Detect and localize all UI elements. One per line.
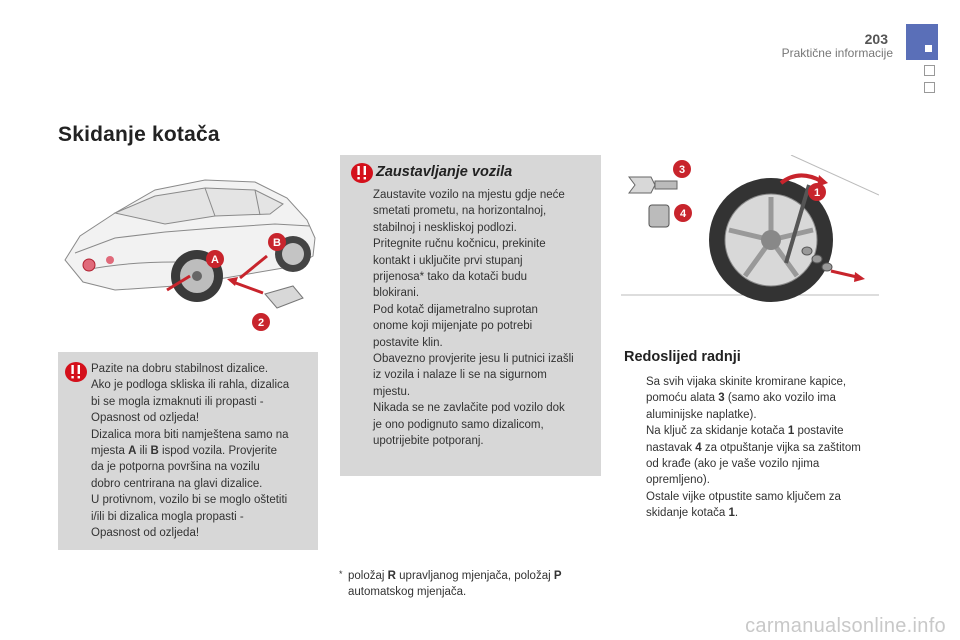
label-3: 3: [678, 164, 686, 176]
procedure-title: Redoslijed radnji: [624, 349, 741, 365]
footnote: * položaj R upravljanog mjenjača, položaj P automatskog mjenjača.: [339, 569, 562, 598]
warning-heading: Zaustavljanje vozila: [376, 164, 513, 180]
procedure-steps: [624, 374, 882, 522]
warning-text: Pazite na dobru stabilnost dizalice. Ako je podloga skliska ili rahla, dizalica bi se mogla izmaknuti ili propasti - Opasnost od ozljeda! Dizalica mora biti namještena samo na mjesta A ili B ispod vozila. Provjerite da je potporna površina na vozilu dobro centrirana na glavi dizalice. U protivnom, vozilo bi se moglo oštetiti i/ili bi dizalica mogla propasti - Opasnost od ozljeda!: [91, 363, 290, 540]
jack-stability-warning: [58, 352, 318, 550]
list-item: Sa svih vijaka skinite kromirane kapice, pomoću alata 3 (samo ako vozilo ima aluminijske naplatke).: [646, 376, 847, 421]
warning-text: Zaustavite vozilo na mjestu gdje neće smetati prometu, na horizontalnoj, stabilnoj i neskliskoj podlozi. Pritegnite ručnu kočnicu, prekinite kontakt i uključite prvi stupanj prijenosa* tako da kotači budu blokirani. Pod kotač dijametralno suprotan onome koji mijenjate po potrebi postavite klin. Obavezno provjerite jesu li putnici izašli iz vozila i nalaze li se na sigurnom mjestu. Nikada se ne zavlačite pod vozilo dok je ono podignuto samo dizalicom, upotrijebite potporanj.: [373, 189, 574, 448]
list-item: Ostale vijke otpustite samo ključem za skidanje kotača 1.: [646, 490, 841, 520]
chapter-tab-box: [924, 82, 935, 93]
section-name: Praktične informacije: [781, 46, 893, 60]
list-item: Na ključ za skidanje kotača 1 postavite nastavak 4 za otpuštanje vijka sa zaštitom od krađe (ako je vaše vozilo njima opremljeno).: [646, 425, 861, 487]
page-number: 203: [864, 31, 888, 47]
warning-icon: [350, 161, 374, 185]
label-b: B: [273, 237, 281, 249]
warning-icon: [64, 360, 88, 384]
page-title: Skidanje kotača: [58, 123, 220, 146]
label-a: A: [211, 254, 219, 266]
label-1: 1: [813, 187, 821, 199]
label-4: 4: [679, 208, 687, 220]
car-side-jack-illustration: [55, 158, 323, 340]
stopping-vehicle-warning: [340, 155, 601, 476]
chapter-tab: [906, 24, 938, 60]
chapter-tab-box: [924, 65, 935, 76]
watermark: carmanualsonline.info: [745, 615, 946, 637]
wheel-wrench-illustration: [621, 155, 879, 315]
label-2: 2: [257, 317, 265, 329]
